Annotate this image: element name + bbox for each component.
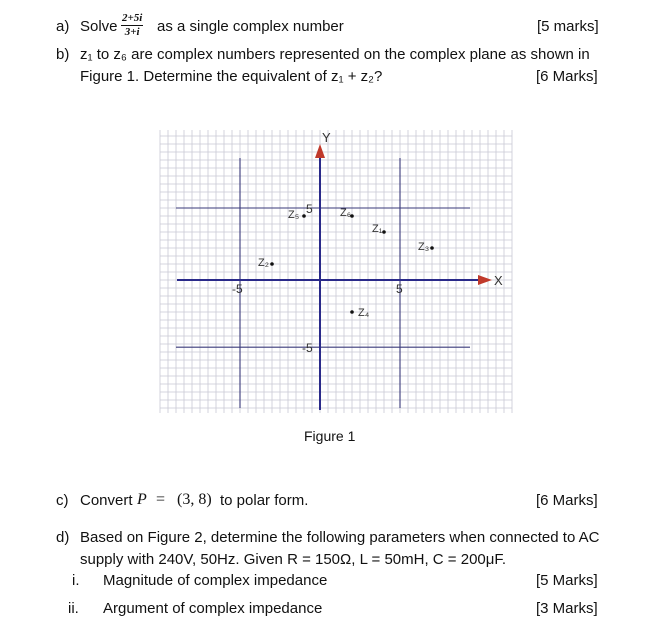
y-axis-arrowhead — [315, 144, 325, 158]
question-d-line2: supply with 240V, 50Hz. Given R = 150Ω, L = 50mH, C = 200μF. — [80, 551, 507, 568]
question-c-label: c) — [56, 492, 69, 509]
point-marker — [350, 310, 354, 314]
point-label: Z₅ — [288, 209, 300, 221]
tick-label-neg-y: -5 — [302, 341, 313, 356]
question-c-text-after: to polar form. — [220, 492, 309, 509]
question-c-equals: = — [156, 491, 166, 508]
question-a-marks: [5 marks] — [537, 18, 599, 35]
question-d-item-1-marks: [5 Marks] — [536, 572, 598, 589]
question-d-item-2-marks: [3 Marks] — [536, 600, 598, 617]
question-c-marks: [6 Marks] — [536, 492, 598, 509]
point-label: Z₁ — [372, 223, 383, 235]
question-d-item-2-text: Argument of complex impedance — [103, 600, 323, 617]
question-a-text-after: as a single complex number — [157, 18, 344, 35]
fraction-denominator: 3+i — [124, 26, 140, 38]
figure-caption: Figure 1 — [304, 428, 356, 444]
tick-label-neg-x: -5 — [232, 282, 243, 296]
tick-label-pos-y: 5 — [306, 202, 313, 216]
question-c-text-before: Convert — [80, 492, 133, 509]
variable-p: P — [137, 491, 147, 508]
point-label: Z₆ — [340, 207, 352, 219]
question-b-line2: Figure 1. Determine the equivalent of z₁ + z₂? — [80, 68, 383, 85]
question-b-label: b) — [56, 46, 70, 63]
question-d-item-2-num: ii. — [68, 600, 79, 617]
reference-lines — [176, 158, 470, 408]
fraction-numerator: 2+5i — [122, 12, 143, 24]
question-d-label: d) — [56, 529, 70, 546]
point-marker — [430, 246, 434, 250]
point-marker — [382, 230, 386, 234]
question-d-line1: Based on Figure 2, determine the following parameters when connected to AC — [80, 529, 600, 546]
point-label: Z₃ — [418, 241, 430, 253]
tick-label-pos-x: 5 — [396, 282, 403, 296]
point-marker — [302, 214, 306, 218]
x-axis-arrowhead — [478, 275, 492, 285]
point-label: Z₂ — [258, 257, 269, 269]
question-c-variable — [137, 491, 147, 509]
question-b-marks: [6 Marks] — [536, 68, 598, 85]
x-axis-label: X — [494, 273, 503, 288]
question-b-line1: z₁ to z₆ are complex numbers represented on the complex plane as shown in — [80, 46, 590, 63]
question-a-text-before: Solve — [80, 18, 118, 35]
point-label: Z₄ — [358, 307, 370, 319]
question-d-item-1-num: i. — [72, 572, 80, 589]
question-d-item-1-text: Magnitude of complex impedance — [103, 572, 328, 589]
point-marker — [270, 262, 274, 266]
question-c-value: (3, 8) — [177, 491, 212, 508]
question-a-label: a) — [56, 18, 70, 35]
grid-lines — [160, 130, 512, 413]
y-axis-label: Y — [322, 130, 331, 145]
